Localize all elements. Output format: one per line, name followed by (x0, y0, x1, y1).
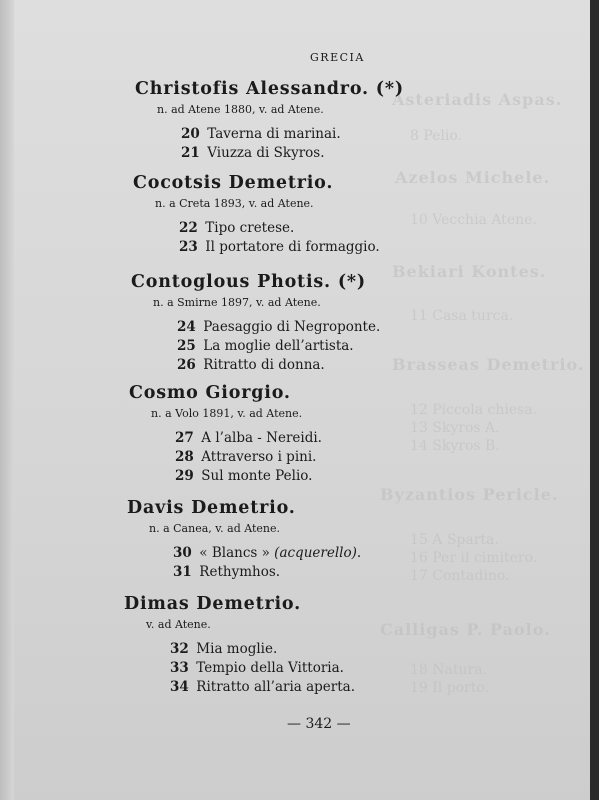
work-list (170, 640, 355, 697)
work-item (177, 356, 380, 375)
work-title: A l’alba - Nereidi. (201, 430, 322, 446)
artist-entry (124, 593, 355, 697)
work-title: Attraverso i pini. (201, 449, 317, 465)
artist-name: Contoglous Photis. (*) (131, 272, 366, 292)
work-item (173, 544, 361, 563)
work-item (170, 640, 355, 659)
scan-background (590, 0, 599, 800)
work-item (170, 659, 355, 678)
work-number: 31 (173, 564, 192, 580)
work-number: 34 (170, 679, 189, 695)
work-title: Ritratto all’aria aperta. (196, 679, 356, 695)
work-title: Mia moglie. (196, 641, 278, 657)
bleed-through-shadow: Asteriadis Aspas. 8 Pelio. Azelos Michele. 10 Vecchia Atene. Bekiari Kontes. 11 Casa turca. Brasseas Demetrio. 12 Piccola chiesa. 13 Skyros A. 14 Skyros B. Byzantios Pericle. 15 A Sparta. 16 Per il cimitero. 17 Contadino. Calligas P. Paolo. 18 Natura. 19 Il porto. (380, 90, 585, 696)
artist-entry (127, 497, 361, 582)
artist-info: v. ad Atene. (146, 618, 211, 631)
work-number: 30 (173, 545, 192, 561)
work-number: 33 (170, 660, 189, 676)
work-title: Viuzza di Skyros. (207, 145, 325, 161)
artist-name: Cocotsis Demetrio. (133, 173, 334, 193)
work-item (173, 563, 361, 582)
work-list (179, 219, 380, 257)
running-header: GRECIA (310, 51, 365, 64)
artist-info: n. ad Atene 1880, v. ad Atene. (157, 103, 324, 116)
page-left-edge (0, 0, 14, 800)
artist-name: Davis Demetrio. (127, 498, 296, 518)
work-number: 25 (177, 338, 196, 354)
work-medium-note: (acquerello) (274, 545, 357, 561)
artist-name: Christofis Alessandro. (*) (135, 79, 404, 99)
work-item (177, 337, 380, 356)
work-title: Tipo cretese. (205, 220, 295, 236)
work-title: Tempio della Vittoria. (196, 660, 344, 676)
work-number: 32 (170, 641, 189, 657)
artist-entry (135, 78, 404, 163)
work-list (181, 125, 404, 163)
work-title: Paesaggio di Negroponte. (203, 319, 381, 335)
work-list (177, 318, 380, 375)
work-title: Il portatore di formaggio. (205, 239, 380, 255)
work-title: Taverna di marinai. (207, 126, 341, 142)
artist-entry (133, 172, 380, 257)
work-number: 29 (175, 468, 194, 484)
page-number: — 342 — (287, 716, 351, 732)
work-title: « Blancs » (199, 545, 270, 561)
work-title: La moglie dell’artista. (203, 338, 354, 354)
work-item (181, 144, 404, 163)
artist-entry (131, 271, 380, 375)
work-number: 27 (175, 430, 194, 446)
artist-name: Cosmo Giorgio. (129, 383, 291, 403)
work-item (177, 318, 380, 337)
work-title-end: . (356, 545, 362, 561)
work-item (175, 467, 322, 486)
artist-info: n. a Volo 1891, v. ad Atene. (151, 407, 303, 420)
artist-info: n. a Canea, v. ad Atene. (149, 522, 281, 535)
work-list (173, 544, 361, 582)
artist-entry (129, 382, 322, 486)
work-number: 28 (175, 449, 194, 465)
work-item (175, 448, 322, 467)
work-item (179, 219, 380, 238)
artist-info: n. a Creta 1893, v. ad Atene. (155, 197, 314, 210)
work-number: 20 (181, 126, 200, 142)
work-list (175, 429, 322, 486)
work-item (170, 678, 355, 697)
work-number: 21 (181, 145, 200, 161)
work-item (175, 429, 322, 448)
work-title: Ritratto di donna. (203, 357, 325, 373)
work-number: 26 (177, 357, 196, 373)
artist-info: n. a Smirne 1897, v. ad Atene. (153, 296, 321, 309)
artist-name: Dimas Demetrio. (124, 594, 301, 614)
work-number: 23 (179, 239, 198, 255)
work-number: 22 (179, 220, 198, 236)
work-title: Sul monte Pelio. (201, 468, 313, 484)
work-item (179, 238, 380, 257)
work-number: 24 (177, 319, 196, 335)
work-item (181, 125, 404, 144)
work-title: Rethymhos. (199, 564, 281, 580)
